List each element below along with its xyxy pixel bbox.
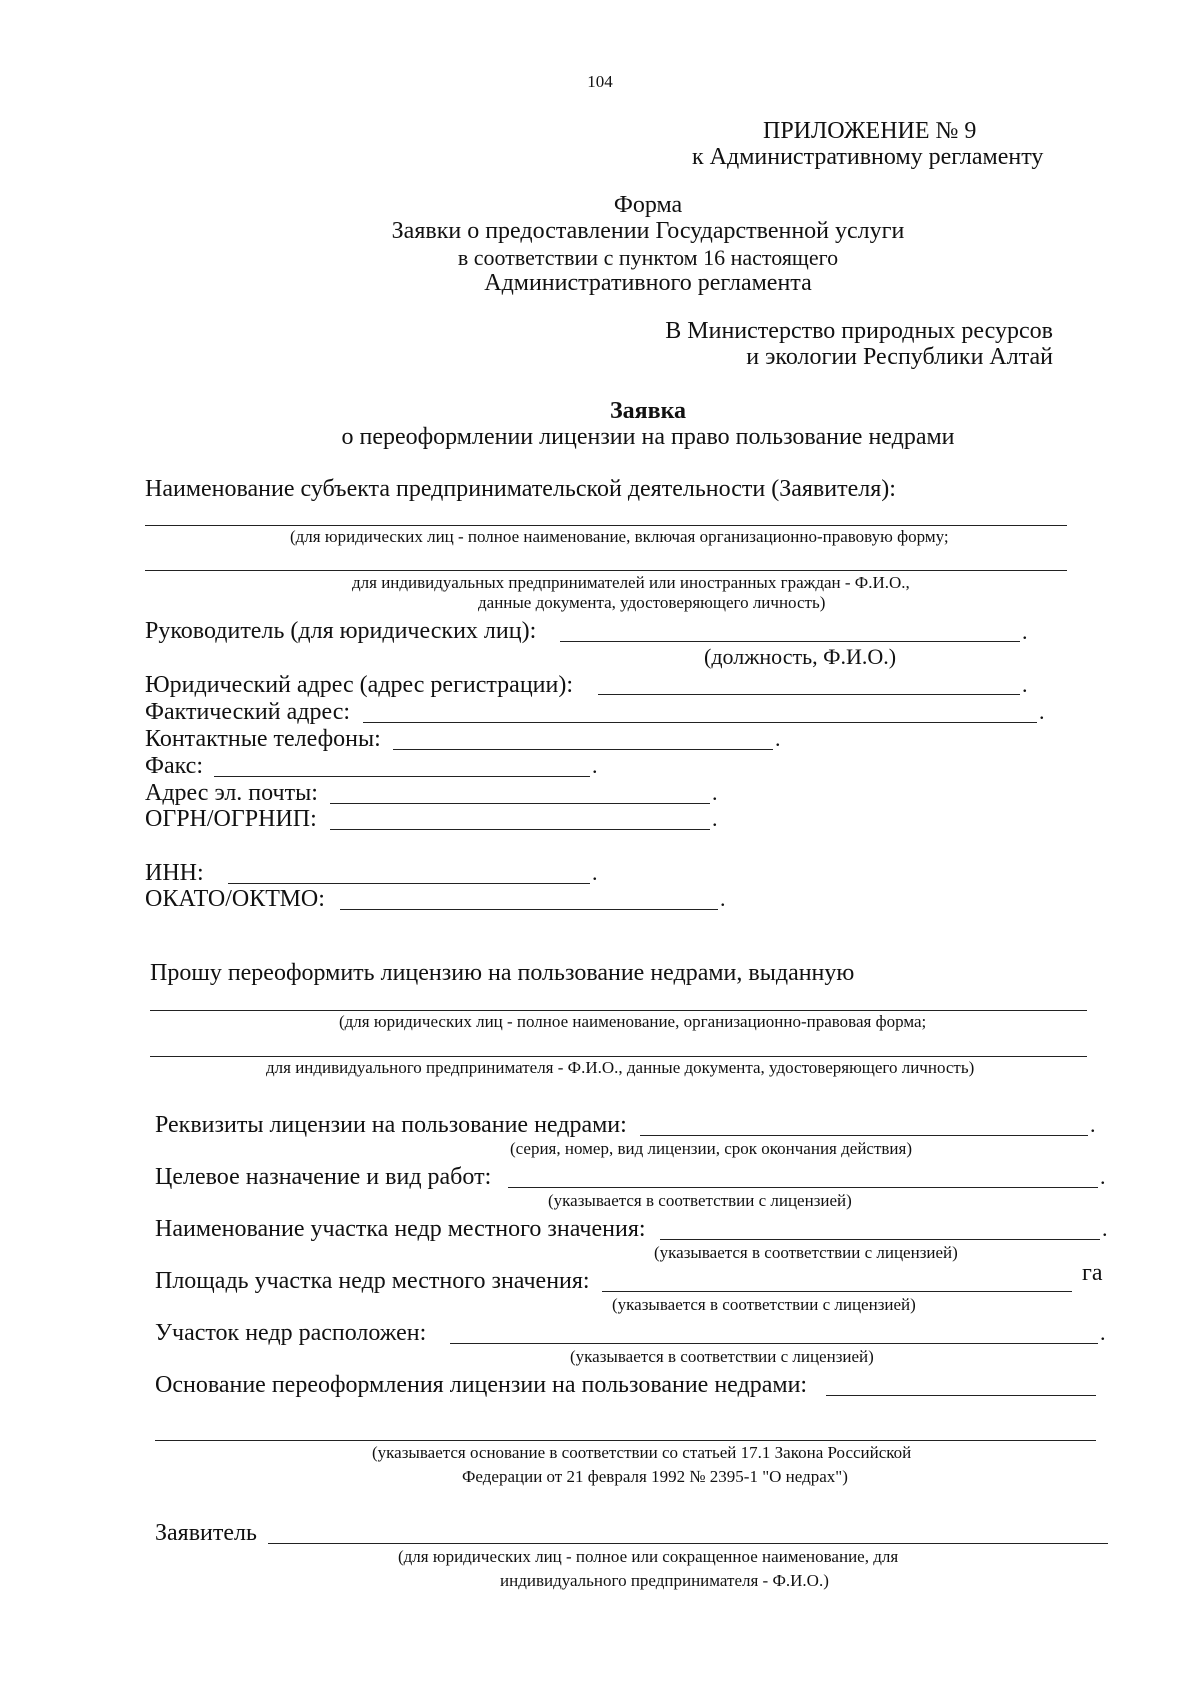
phones-dot: .	[775, 726, 781, 751]
requisites-label: Реквизиты лицензии на пользование недрами:	[155, 1112, 627, 1138]
basis-hint-1: (указывается основание в соответствии со статьей 17.1 Закона Российской	[372, 1443, 912, 1462]
location-hint: (указывается в соответствии с лицензией)	[570, 1347, 874, 1366]
signer-label: Заявитель	[155, 1520, 257, 1546]
head-label: Руководитель (для юридических лиц):	[145, 618, 537, 644]
legal-address-label: Юридический адрес (адрес регистрации):	[145, 672, 574, 698]
form-header-line3: в соответствии с пунктом 16 настоящего	[457, 245, 839, 270]
purpose-label: Целевое назначение и вид работ:	[155, 1164, 492, 1190]
fax-line[interactable]	[214, 776, 590, 777]
applicant-name-line-2[interactable]	[145, 570, 1067, 571]
appendix-subtitle: к Административному регламенту	[692, 144, 1044, 170]
document-subtitle: о переоформлении лицензии на право пользование недрами	[341, 424, 955, 450]
applicant-hint-3: данные документа, удостоверяющего личность)	[478, 593, 826, 612]
legal-address-line[interactable]	[598, 694, 1020, 695]
site-name-hint: (указывается в соответствии с лицензией)	[654, 1243, 958, 1262]
document-title: Заявка	[609, 398, 687, 424]
area-label: Площадь участка недр местного значения:	[155, 1268, 590, 1294]
email-line[interactable]	[330, 803, 710, 804]
inn-dot: .	[592, 860, 598, 885]
addressee-line2: и экологии Республики Алтай	[746, 344, 1053, 370]
inn-label: ИНН:	[145, 860, 204, 886]
actual-address-line[interactable]	[363, 722, 1037, 723]
requisites-hint: (серия, номер, вид лицензии, срок окончания действия)	[510, 1139, 912, 1158]
head-input-line[interactable]	[560, 641, 1020, 642]
basis-hint-2: Федерации от 21 февраля 1992 № 2395-1 "О недрах")	[462, 1467, 848, 1486]
ogrn-label: ОГРН/ОГРНИП:	[145, 806, 317, 832]
inn-line[interactable]	[228, 883, 590, 884]
head-hint: (должность, Ф.И.О.)	[704, 644, 897, 669]
request-name-line-2[interactable]	[150, 1056, 1087, 1057]
purpose-dot: .	[1100, 1164, 1106, 1189]
request-hint-1: (для юридических лиц - полное наименование, организационно-правовая форма;	[339, 1012, 927, 1031]
form-header-line2: Заявки о предоставлении Государственной услуги	[391, 218, 905, 244]
okato-line[interactable]	[340, 909, 718, 910]
purpose-line[interactable]	[508, 1187, 1098, 1188]
basis-line-1[interactable]	[826, 1395, 1096, 1396]
page-number: 104	[587, 72, 613, 91]
ogrn-line[interactable]	[330, 829, 710, 830]
actual-address-dot: .	[1039, 699, 1045, 724]
form-header-line4: Административного регламента	[484, 270, 812, 296]
addressee-line1: В Министерство природных ресурсов	[665, 318, 1053, 344]
form-header-line1: Форма	[613, 192, 683, 218]
area-hint: (указывается в соответствии с лицензией)	[612, 1295, 916, 1314]
email-dot: .	[712, 780, 718, 805]
okato-label: ОКАТО/ОКТМО:	[145, 886, 325, 912]
area-line[interactable]	[602, 1291, 1072, 1292]
requisites-line[interactable]	[640, 1135, 1088, 1136]
phones-line[interactable]	[393, 749, 773, 750]
legal-address-dot: .	[1022, 672, 1028, 697]
signer-hint-2: индивидуального предпринимателя - Ф.И.О.)	[500, 1571, 829, 1590]
head-dot: .	[1022, 619, 1028, 644]
location-line[interactable]	[450, 1343, 1098, 1344]
applicant-hint-2: для индивидуальных предпринимателей или иностранных граждан - Ф.И.О.,	[352, 573, 910, 592]
okato-dot: .	[720, 886, 726, 911]
location-dot: .	[1100, 1320, 1106, 1345]
site-name-line[interactable]	[660, 1239, 1100, 1240]
purpose-hint: (указывается в соответствии с лицензией)	[548, 1191, 852, 1210]
basis-label: Основание переоформления лицензии на пользование недрами:	[155, 1372, 808, 1398]
requisites-dot: .	[1090, 1112, 1096, 1137]
fax-dot: .	[592, 753, 598, 778]
basis-line-2[interactable]	[155, 1440, 1096, 1441]
site-name-dot: .	[1102, 1216, 1108, 1241]
request-name-line-1[interactable]	[150, 1010, 1087, 1011]
email-label: Адрес эл. почты:	[145, 780, 318, 806]
request-label: Прошу переоформить лицензию на пользование недрами, выданную	[150, 960, 855, 986]
appendix-title: ПРИЛОЖЕНИЕ № 9	[763, 118, 977, 144]
fax-label: Факс:	[145, 753, 203, 779]
actual-address-label: Фактический адрес:	[145, 699, 351, 725]
site-name-label: Наименование участка недр местного значения:	[155, 1216, 646, 1242]
phones-label: Контактные телефоны:	[145, 726, 381, 752]
signer-hint-1: (для юридических лиц - полное или сокращенное наименование, для	[398, 1547, 899, 1566]
request-hint-2: для индивидуального предпринимателя - Ф.И.О., данные документа, удостоверяющего личность)	[266, 1058, 975, 1077]
location-label: Участок недр расположен:	[155, 1320, 427, 1346]
applicant-label: Наименование субъекта предпринимательской деятельности (Заявителя):	[145, 476, 896, 502]
ogrn-dot: .	[712, 806, 718, 831]
applicant-hint-1: (для юридических лиц - полное наименование, включая организационно-правовую форму;	[290, 527, 949, 546]
signer-line[interactable]	[268, 1543, 1108, 1544]
area-unit: га	[1082, 1260, 1103, 1286]
applicant-name-line-1[interactable]	[145, 525, 1067, 526]
